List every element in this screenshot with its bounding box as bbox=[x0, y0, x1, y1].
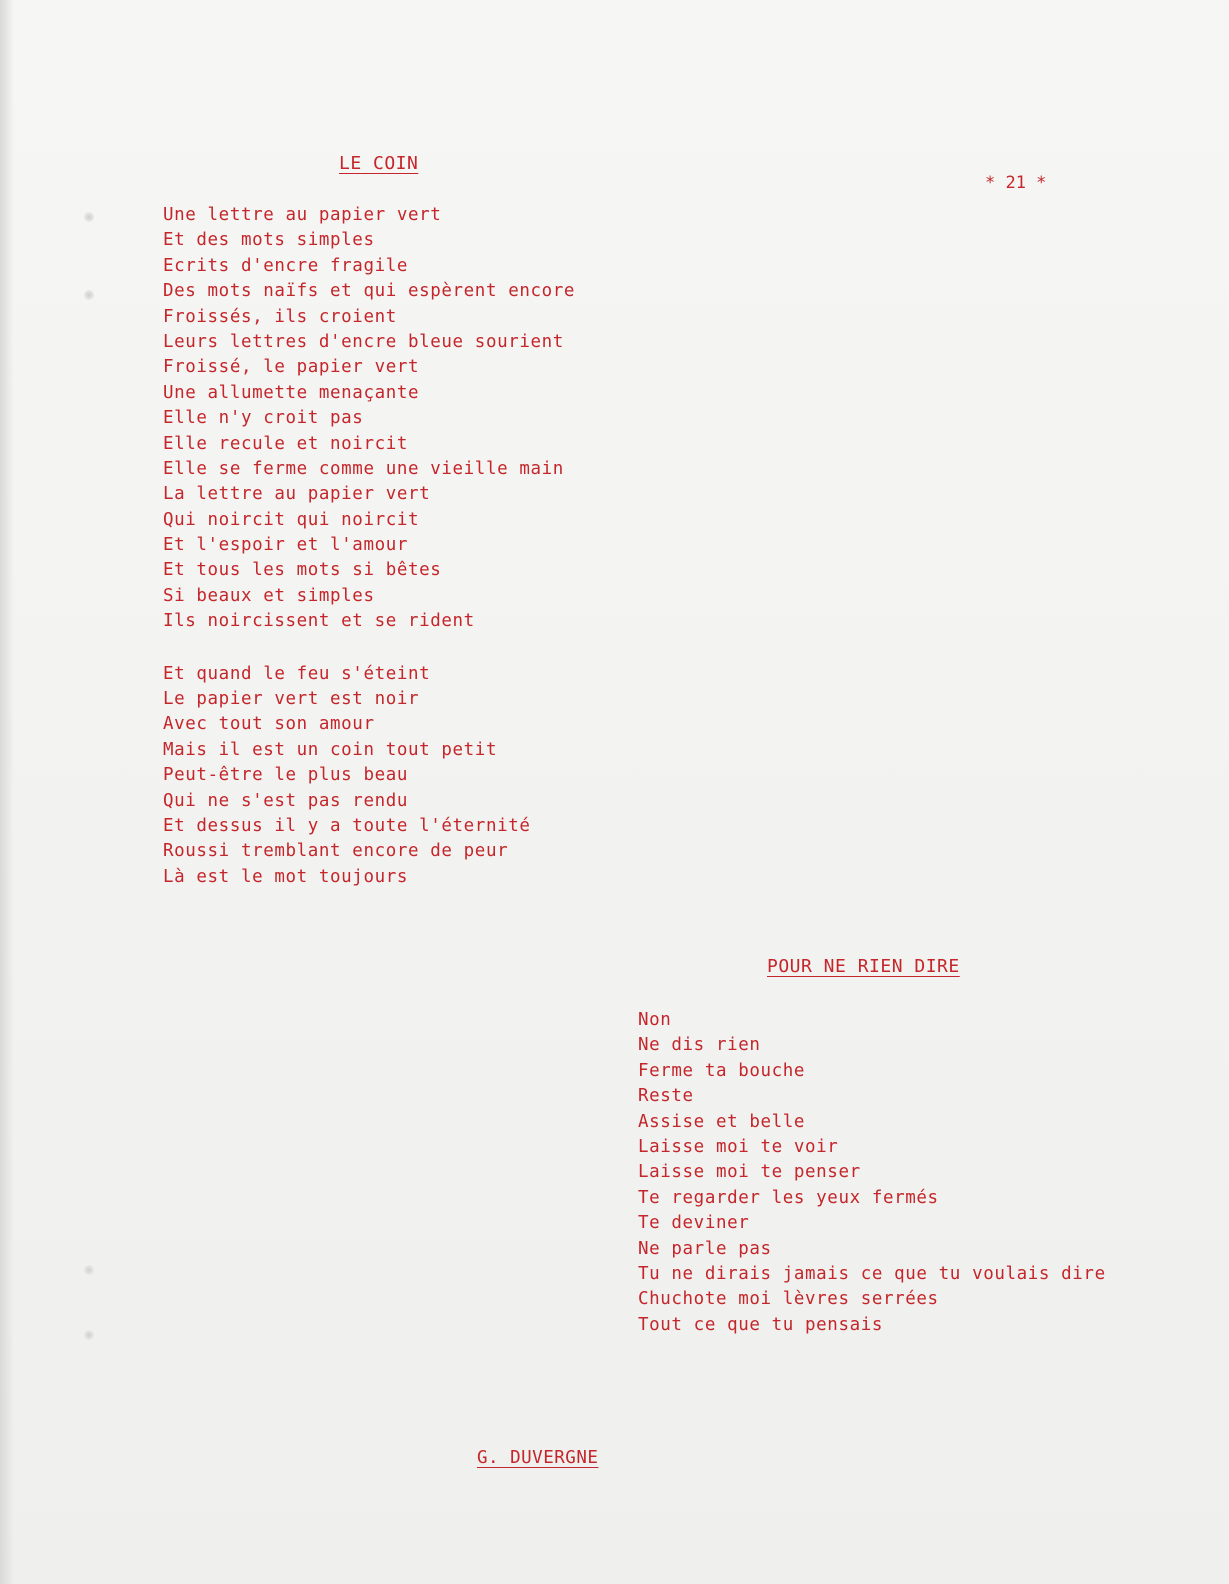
poem-line: Leurs lettres d'encre bleue sourient bbox=[163, 331, 564, 352]
poem-line: Ecrits d'encre fragile bbox=[163, 255, 408, 276]
poem-line: Et des mots simples bbox=[163, 230, 375, 251]
poem-line: Froissé, le papier vert bbox=[163, 357, 420, 378]
poem-line: Et tous les mots si bêtes bbox=[163, 560, 442, 581]
page-number: * 21 * bbox=[985, 173, 1047, 193]
poem-line: Elle n'y croit pas bbox=[163, 408, 364, 429]
poem-line: La lettre au papier vert bbox=[163, 484, 431, 505]
poem-line: Ne dis rien bbox=[638, 1035, 761, 1056]
poem-title-pour-ne-rien-dire: POUR NE RIEN DIRE bbox=[767, 956, 960, 977]
poem-line: Et dessus il y a toute l'éternité bbox=[163, 815, 531, 836]
poem-line: Reste bbox=[638, 1086, 694, 1107]
poem-line: Une allumette menaçante bbox=[163, 382, 420, 403]
poem-title-le-coin: LE COIN bbox=[339, 153, 419, 174]
poem-line: Non bbox=[638, 1010, 672, 1030]
poem-line: Ils noircissent et se rident bbox=[163, 611, 475, 632]
poem-line: Avec tout son amour bbox=[163, 714, 375, 735]
poem-line: Elle se ferme comme une vieille main bbox=[163, 458, 564, 479]
author-signature: G. DUVERGNE bbox=[477, 1448, 599, 1468]
poem-line: Ferme ta bouche bbox=[638, 1060, 806, 1081]
poem-line: Mais il est un coin tout petit bbox=[163, 739, 498, 760]
poem-line: Te deviner bbox=[638, 1213, 750, 1234]
poem-pour-ne-rien-dire bbox=[638, 1008, 1106, 1338]
poem-line: Si beaux et simples bbox=[163, 585, 375, 606]
poem-line: Là est le mot toujours bbox=[163, 866, 408, 887]
poem-line: Et quand le feu s'éteint bbox=[163, 663, 431, 684]
poem-line: Qui noircit qui noircit bbox=[163, 509, 420, 530]
stanza-break bbox=[163, 635, 575, 662]
poem-line: Chuchote moi lèvres serrées bbox=[638, 1289, 939, 1310]
poem-line: Assise et belle bbox=[638, 1111, 806, 1132]
poem-line: Tu ne dirais jamais ce que tu voulais dire bbox=[638, 1263, 1106, 1284]
binding-hole bbox=[84, 1330, 94, 1340]
poem-line: Des mots naïfs et qui espèrent encore bbox=[163, 281, 576, 302]
poem-line: Peut-être le plus beau bbox=[163, 765, 408, 786]
poem-line: Froissés, ils croient bbox=[163, 306, 397, 327]
poem-line: Qui ne s'est pas rendu bbox=[163, 790, 408, 811]
poem-line: Elle recule et noircit bbox=[163, 433, 408, 454]
binding-hole bbox=[84, 212, 94, 222]
binding-hole bbox=[84, 290, 94, 300]
poem-line: Roussi tremblant encore de peur bbox=[163, 841, 509, 862]
poem-line: Le papier vert est noir bbox=[163, 689, 420, 710]
poem-line: Laisse moi te penser bbox=[638, 1162, 861, 1183]
poem-line: Tout ce que tu pensais bbox=[638, 1314, 883, 1335]
poem-line: Et l'espoir et l'amour bbox=[163, 535, 408, 556]
poem-line: Laisse moi te voir bbox=[638, 1136, 839, 1157]
poem-line: Ne parle pas bbox=[638, 1238, 772, 1259]
poem-line: Te regarder les yeux fermés bbox=[638, 1187, 939, 1208]
poem-line: Une lettre au papier vert bbox=[163, 205, 442, 225]
poem-le-coin bbox=[163, 203, 575, 890]
binding-hole bbox=[84, 1265, 94, 1275]
